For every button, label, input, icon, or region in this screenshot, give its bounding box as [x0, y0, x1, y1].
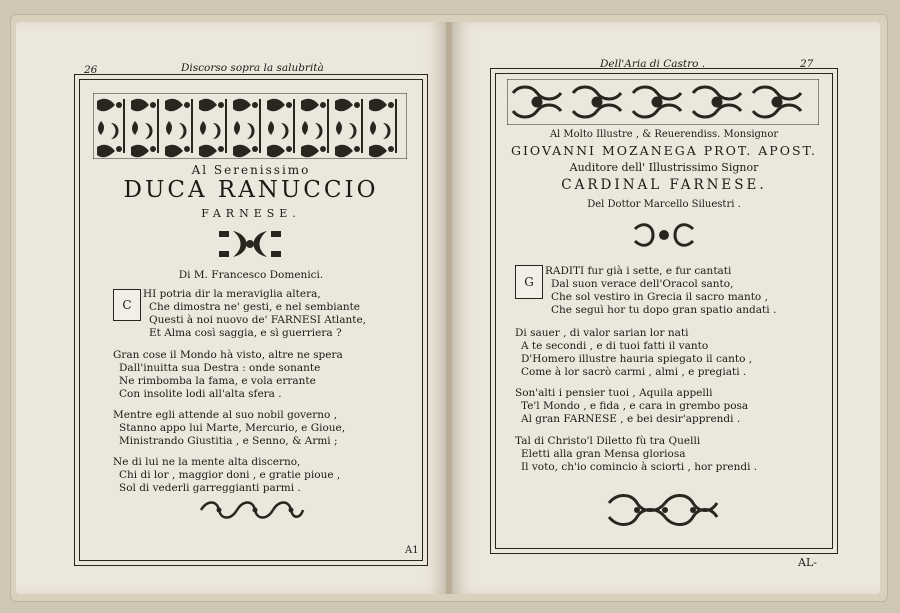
right-dropcap-letter: G	[524, 275, 534, 289]
right-text-frame	[490, 68, 838, 554]
right-address-title: CARDINAL FARNESE.	[561, 177, 767, 193]
left-author: Di M. Francesco Domenici.	[178, 269, 324, 281]
right-stanza1-line2: Dal suon verace dell'Oracol santo,	[551, 278, 734, 290]
left-headpiece-ornament	[93, 93, 407, 159]
left-stanza3-line3: Ministrando Giustitia , e Senno, & Armi ;	[119, 435, 338, 447]
left-page	[16, 22, 446, 594]
left-center-ornament	[217, 227, 283, 261]
left-page-number: 26	[84, 64, 98, 76]
left-stanza1-line1: HI potria dir la meraviglia altera,	[143, 288, 321, 300]
right-page	[452, 22, 880, 594]
left-stanza4-line3: Sol di vederli garreggianti parmi .	[119, 482, 301, 494]
right-headpiece-ornament	[507, 79, 819, 125]
right-address-name: GIOVANNI MOZANEGA PROT. APOST.	[511, 143, 817, 158]
left-stanza1-line4: Et Alma così saggia, e sì guerriera ?	[149, 327, 342, 339]
left-stanza1-line3: Questi à noi nuovo de' FARNESI Atlante,	[149, 314, 367, 326]
left-stanza4-line1: Ne di lui ne la mente alta discerno,	[113, 456, 301, 468]
right-dropcap	[515, 265, 543, 299]
right-stanza1-line3: Che sol vestiro in Grecia il sacro manto ,	[551, 291, 768, 303]
right-address-line1: Al Molto Illustre , & Reuerendiss. Monsignor	[549, 129, 779, 140]
right-running-head: Dell'Aria di Castro .	[600, 58, 706, 70]
right-center-ornament	[631, 219, 697, 251]
left-tailpiece-ornament	[197, 499, 305, 521]
right-signature-mark: AL-	[798, 556, 817, 569]
left-signature-mark: A1	[405, 545, 419, 556]
left-dedication-name: DUCA RANUCCIO	[123, 177, 379, 203]
right-author: Del Dottor Marcello Siluestri .	[587, 199, 741, 210]
left-text-frame	[74, 74, 428, 566]
right-stanza4-line1: Tal di Christo'l Diletto fù tra Quelli	[515, 435, 701, 447]
right-stanza1-line4: Che seguì hor tu dopo gran spatio andati .	[551, 304, 777, 316]
left-stanza2-line2: Dall'inuitta sua Destra : onde sonante	[119, 362, 321, 374]
left-stanza2-line4: Con insolite lodi all'alta sfera .	[119, 388, 282, 400]
left-stanza2-line1: Gran cose il Mondo hà visto, altre ne spera	[113, 349, 343, 361]
left-stanza4-line2: Chi di lor , maggior doni , e gratie pioue ,	[119, 469, 341, 481]
left-stanza3-line1: Mentre egli attende al suo nobil governo ,	[113, 409, 338, 421]
right-stanza2-line3: D'Homero illustre hauria spiegato il canto ,	[521, 353, 753, 365]
right-stanza2-line1: Di sauer , di valor sarian lor nati	[515, 327, 689, 339]
left-dedication-line3: FARNESE.	[201, 207, 301, 220]
left-stanza3-line2: Stanno appo lui Marte, Mercurio, e Gioue,	[119, 422, 346, 434]
right-page-number: 27	[800, 58, 814, 70]
left-dropcap	[113, 289, 141, 321]
right-stanza1-line1: RADITI fur già i sette, e fur cantati	[545, 265, 732, 277]
right-stanza2-line4: Come à lor sacrò carmi , almi , e pregiati .	[521, 366, 747, 378]
left-dedication-line1: Al Serenissimo	[191, 163, 311, 177]
left-dropcap-letter: C	[122, 298, 132, 312]
right-stanza3-line1: Son'alti i pensier tuoi , Aquila appelli	[515, 387, 713, 399]
right-address-line3: Auditore dell' Illustrissimo Signor	[569, 161, 759, 174]
right-stanza2-line2: A te secondi , e di tuoi fatti il vanto	[521, 340, 709, 352]
right-stanza3-line3: Al gran FARNESE , e bei desir'apprendi .	[521, 413, 741, 425]
open-book	[10, 14, 888, 602]
left-running-head: Discorso sopra la salubrità	[181, 62, 324, 74]
right-stanza4-line2: Eletti alla gran Mensa gloriosa	[521, 448, 686, 460]
right-tailpiece-ornament	[603, 491, 723, 527]
left-stanza2-line3: Ne rimbomba la fama, e vola errante	[119, 375, 316, 387]
left-stanza1-line2: Che dimostra ne' gesti, e nel sembiante	[149, 301, 361, 313]
right-stanza3-line2: Te'l Mondo , e fida , e cara in grembo posa	[521, 400, 749, 412]
right-stanza4-line3: Il voto, ch'io comincio à sciorti , hor prendi .	[521, 461, 758, 473]
